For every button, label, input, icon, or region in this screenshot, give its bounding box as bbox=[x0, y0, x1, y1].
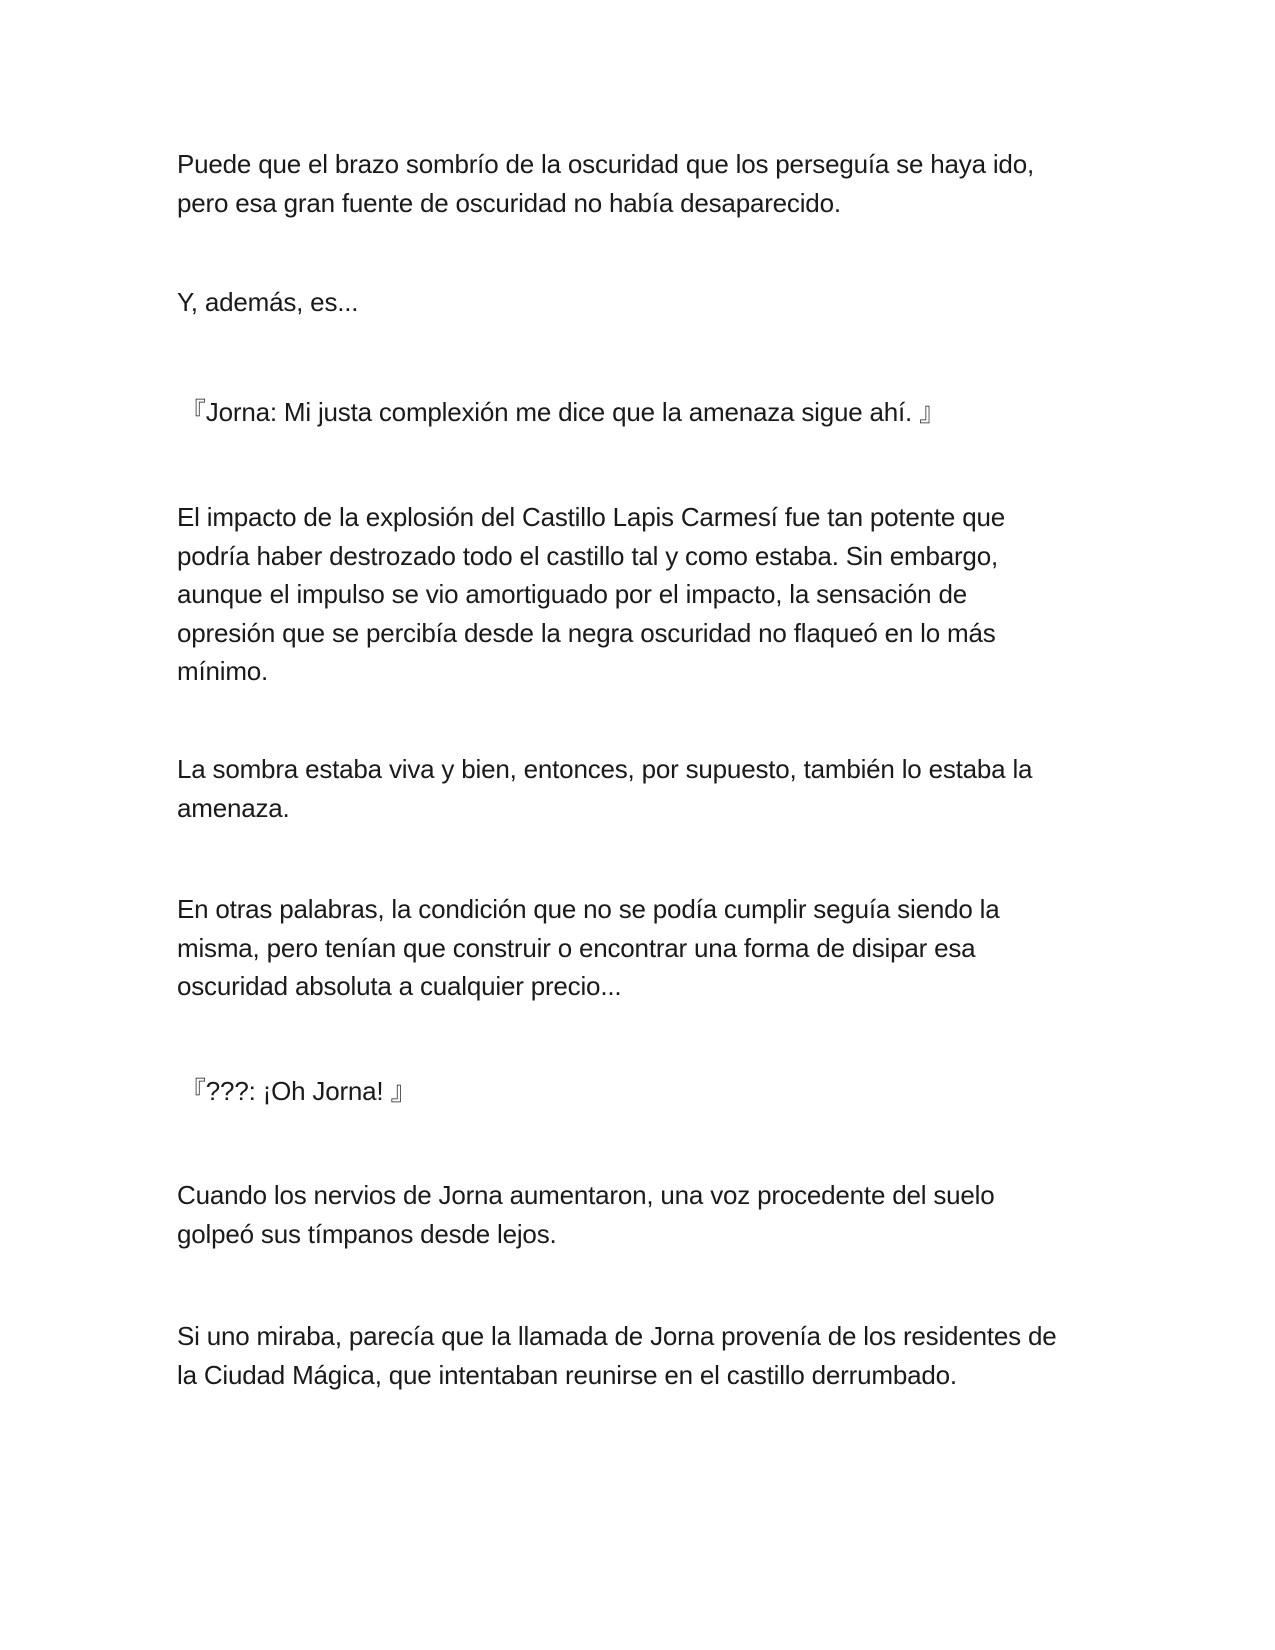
paragraph-7: Si uno miraba, parecía que la llamada de Jorna provenía de los residentes de la Ciudad Mágica, que intentaban reunirse en el castillo derrumbado. bbox=[177, 1321, 1057, 1390]
dialogue-jorna: 『Jorna: Mi justa complexión me dice que la amenaza sigue ahí. 』 bbox=[180, 397, 945, 427]
paragraph-1: Puede que el brazo sombrío de la oscuridad que los perseguía se haya ido, pero esa gran fuente de oscuridad no había desaparecido. bbox=[177, 149, 1034, 218]
dialogue-unknown: 『???: ¡Oh Jorna! 』 bbox=[180, 1076, 417, 1106]
paragraph-5: En otras palabras, la condición que no se podía cumplir seguía siendo la misma, pero tenían que construir o encontrar una forma de disipar esa oscuridad absoluta a cualquier precio... bbox=[177, 894, 1000, 1001]
paragraph-4: La sombra estaba viva y bien, entonces, por supuesto, también lo estaba la amenaza. bbox=[177, 754, 1033, 823]
paragraph-6: Cuando los nervios de Jorna aumentaron, una voz procedente del suelo golpeó sus tímpanos desde lejos. bbox=[177, 1180, 995, 1249]
paragraph-3: El impacto de la explosión del Castillo Lapis Carmesí fue tan potente que podría haber destrozado todo el castillo tal y como estaba. Sin embargo, aunque el impulso se vio amortiguado por el impacto, la sensación de opresión que se percibía desde la negra oscuridad no flaqueó en lo más mínimo. bbox=[177, 502, 1006, 686]
paragraph-2: Y, además, es... bbox=[177, 287, 359, 317]
